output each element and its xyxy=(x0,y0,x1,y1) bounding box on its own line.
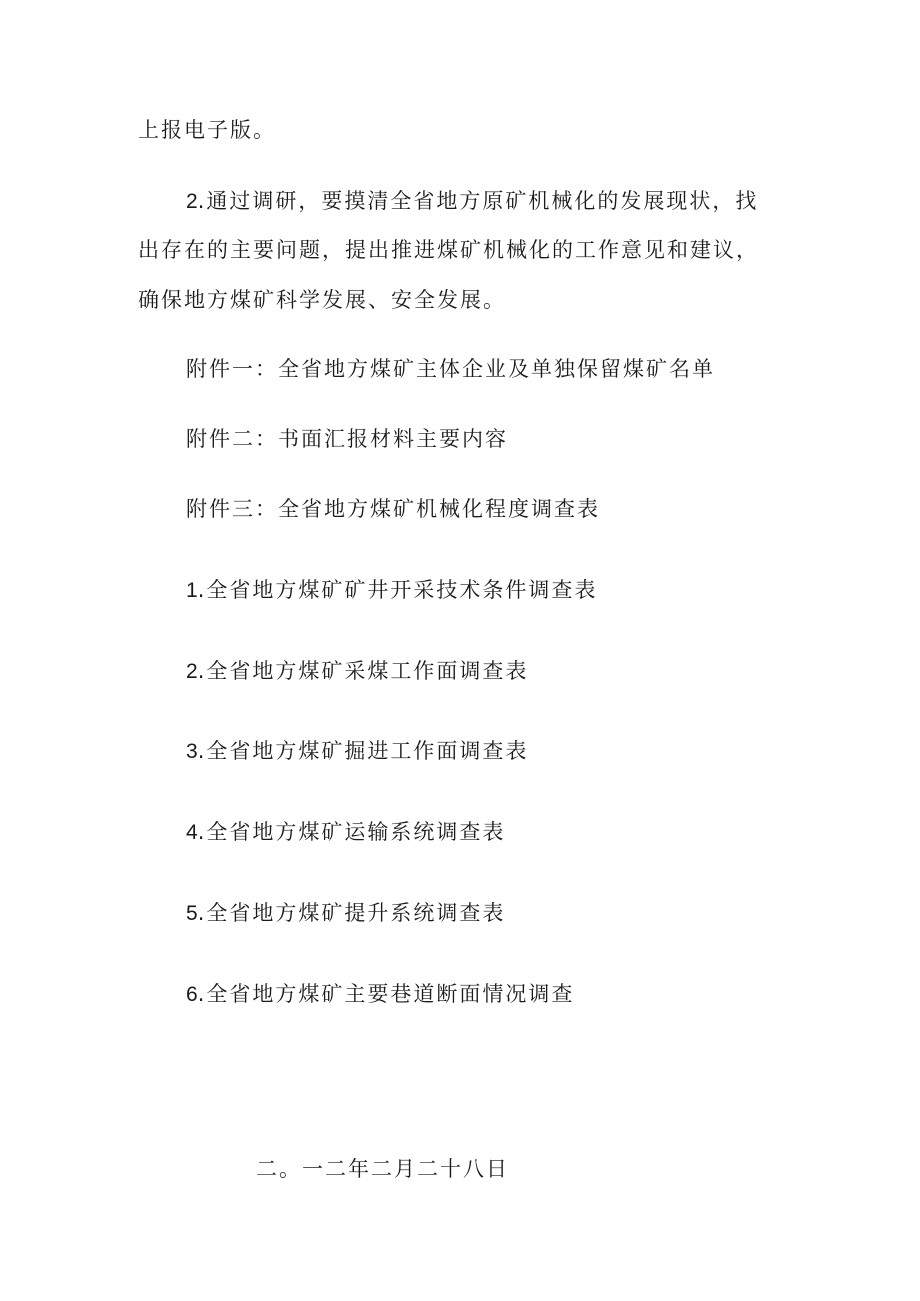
survey-item-2 xyxy=(186,657,528,686)
paragraph-2-line-1 xyxy=(186,187,758,216)
attachment-text: 附件一：全省地方煤矿主体企业及单独保留煤矿名单 xyxy=(186,357,715,381)
attachment-text: 附件二：书面汇报材料主要内容 xyxy=(186,427,508,451)
attachment-3 xyxy=(186,495,600,523)
item-text: .全省地方煤矿采煤工作面调查表 xyxy=(197,659,529,683)
item-number: 4 xyxy=(186,821,198,844)
survey-item-1 xyxy=(186,576,597,605)
item-text: .全省地方煤矿提升系统调查表 xyxy=(197,901,506,925)
attachment-1 xyxy=(186,355,715,383)
survey-item-3 xyxy=(186,737,528,766)
attachment-2 xyxy=(186,425,508,453)
survey-item-5 xyxy=(186,899,505,928)
item-text: .全省地方煤矿矿井开采技术条件调查表 xyxy=(197,578,598,602)
attachment-text: 附件三：全省地方煤矿机械化程度调查表 xyxy=(186,497,600,521)
item-text: .全省地方煤矿主要巷道断面情况调查 xyxy=(197,982,575,1006)
item-number: 2 xyxy=(186,660,198,683)
item-text: .全省地方煤矿掘进工作面调查表 xyxy=(197,739,529,763)
paragraph-text: 出存在的主要问题，提出推进煤矿机械化的工作意见和建议， xyxy=(138,238,759,262)
paragraph-number: 2 xyxy=(186,190,198,213)
paragraph-2-line-3 xyxy=(138,286,506,314)
paragraph-2-line-2 xyxy=(138,236,759,264)
survey-item-4 xyxy=(186,818,505,847)
paragraph-text: 确保地方煤矿科学发展、安全发展。 xyxy=(138,288,506,312)
document-date xyxy=(256,1155,509,1183)
paragraph-text: .通过调研，要摸清全省地方原矿机械化的发展现状，找 xyxy=(197,189,759,213)
survey-item-6 xyxy=(186,980,574,1009)
item-number: 1 xyxy=(186,579,198,602)
item-number: 5 xyxy=(186,902,198,925)
date-text: 二。一二年二月二十八日 xyxy=(256,1157,509,1181)
item-number: 6 xyxy=(186,983,198,1006)
paragraph-continuation xyxy=(138,116,276,144)
item-text: .全省地方煤矿运输系统调查表 xyxy=(197,820,506,844)
paragraph-text: 上报电子版。 xyxy=(138,118,276,142)
item-number: 3 xyxy=(186,740,198,763)
